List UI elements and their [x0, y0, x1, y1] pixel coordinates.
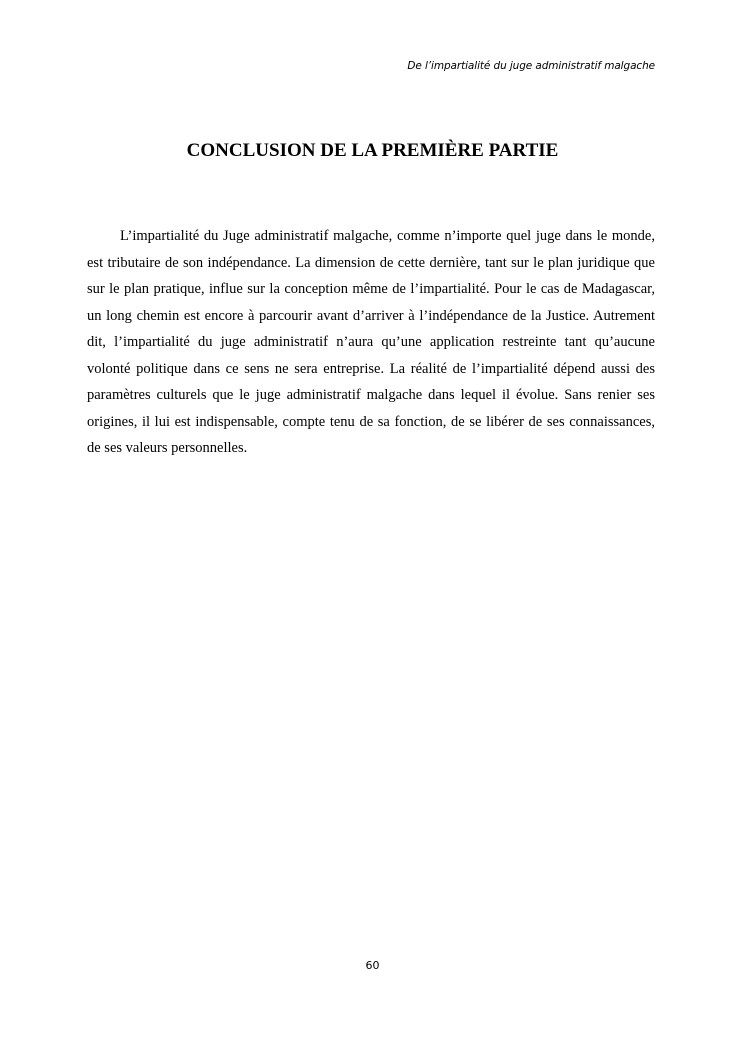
- running-header: De l’impartialité du juge administratif malgache: [407, 60, 655, 72]
- body-paragraph: L’impartialité du Juge administratif malgache, comme n’importe quel juge dans le monde, est tributaire de son indépendance. La dimension de cette dernière, tant sur le plan juridique que sur le plan pratique, influe sur la conception même de l’impartialité. Pour le cas de Madagascar, un long chemin est encore à parcourir avant d’arriver à l’indépendance de la Justice. Autrement dit, l’impartialité du juge administratif n’aura qu’une application restreinte tant qu’aucune volonté politique dans ce sens ne sera entreprise. La réalité de l’impartialité dépend aussi des paramètres culturels que le juge administratif malgache dans lequel il évolue. Sans renier ses origines, il lui est indispensable, compte tenu de sa fonction, de se libérer de ses connaissances, de ses valeurs personnelles.: [87, 228, 655, 456]
- section-title: CONCLUSION DE LA PREMIÈRE PARTIE: [186, 139, 559, 161]
- page-number: 60: [365, 959, 380, 972]
